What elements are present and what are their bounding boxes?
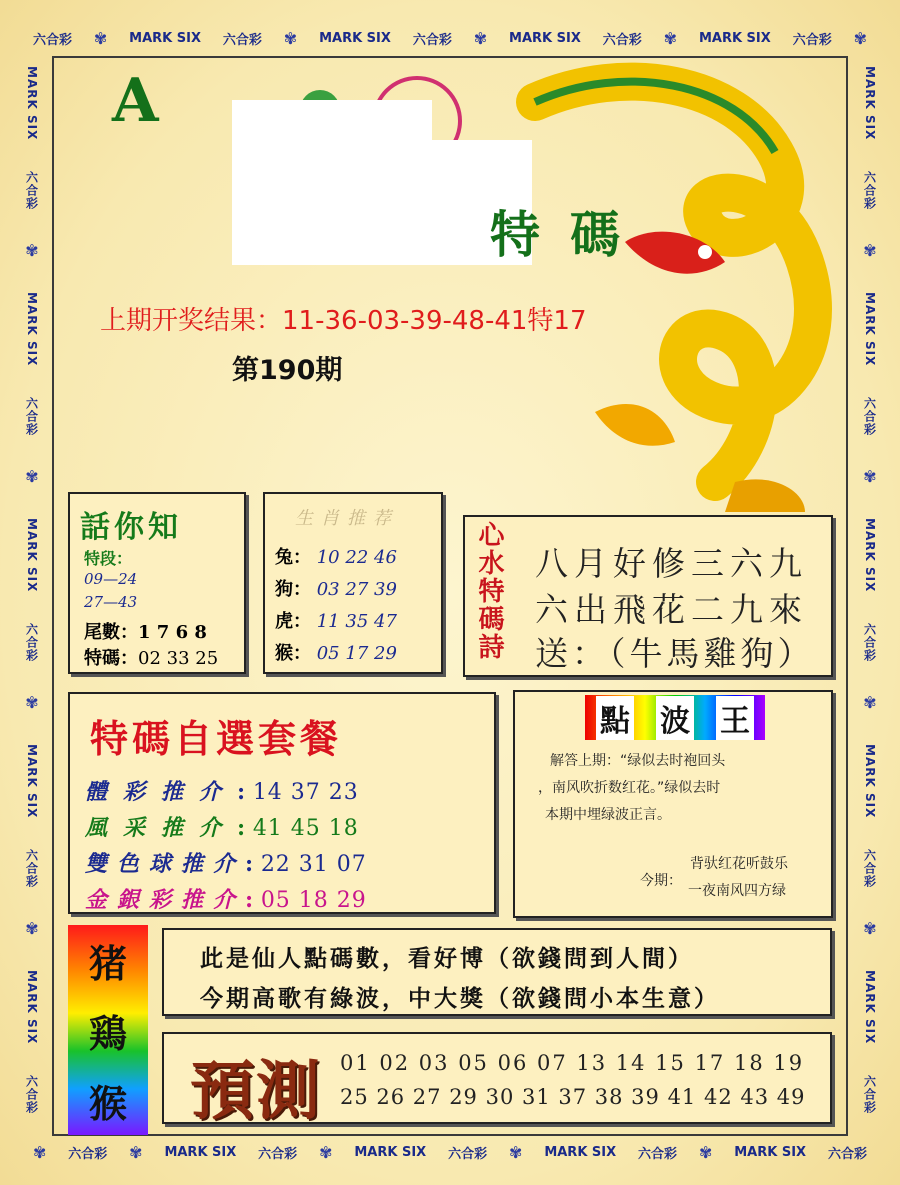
list-item xyxy=(275,574,397,606)
brand-en: MARK SIX xyxy=(863,743,877,818)
flower-icon: ✾ xyxy=(93,28,108,48)
zodiac-char: 猴 xyxy=(88,1080,127,1126)
brand-en: MARK SIX xyxy=(734,1144,807,1160)
title-character: 特 xyxy=(490,205,540,264)
brand-cn: 六合彩 xyxy=(862,623,877,663)
package-colon: : xyxy=(245,887,254,913)
package-label: 體彩推介 xyxy=(85,779,238,805)
list-item xyxy=(275,542,397,574)
zodiac-animal: 狗： xyxy=(275,579,311,600)
flower-icon: ✾ xyxy=(863,693,877,713)
brand-en: MARK SIX xyxy=(319,30,391,46)
title-character: 碼 xyxy=(570,205,620,264)
flower-icon: ✾ xyxy=(319,1142,333,1162)
flower-icon: ✾ xyxy=(25,241,39,261)
package-label: 金銀彩推介 xyxy=(85,887,246,913)
tail-row xyxy=(84,618,207,644)
zodiac-animal: 虎： xyxy=(275,611,311,632)
poem-line: 八月好修三六九 xyxy=(535,544,808,583)
brand-cn: 六合彩 xyxy=(24,849,39,889)
list-item xyxy=(275,606,397,638)
flower-icon: ✾ xyxy=(129,1142,143,1162)
package-colon: : xyxy=(245,851,254,877)
wave-last-text: 解答上期：“绿似去时袍回头 xyxy=(550,753,726,769)
flower-icon: ✾ xyxy=(25,467,39,487)
zodiac-list xyxy=(275,542,397,670)
package-colon: : xyxy=(237,779,246,805)
brand-cn: 六合彩 xyxy=(412,32,452,48)
package-label: 風采推介 xyxy=(85,815,238,841)
brand-cn: 六合彩 xyxy=(258,1146,298,1162)
brand-cn: 六合彩 xyxy=(792,32,832,48)
brand-en: MARK SIX xyxy=(25,517,39,592)
zodiac-char: 鶏 xyxy=(88,1010,127,1056)
flower-icon: ✾ xyxy=(863,241,877,261)
brand-en: MARK SIX xyxy=(25,291,39,366)
wave-now-text: 一夜南风四方绿 xyxy=(688,883,786,899)
zodiac-animal: 猴： xyxy=(275,643,311,664)
brand-cn: 六合彩 xyxy=(24,1075,39,1115)
package-label: 雙色球推介 xyxy=(85,851,246,877)
zodiac-char: 猪 xyxy=(88,940,127,986)
brand-en: MARK SIX xyxy=(698,30,771,46)
package-value: 22 31 07 xyxy=(260,852,367,877)
package-colon: : xyxy=(237,815,246,841)
brand-cn: 六合彩 xyxy=(24,171,39,211)
brand-cn: 六合彩 xyxy=(68,1146,108,1162)
last-result-label: 上期开奖结果： xyxy=(100,306,283,336)
package-row xyxy=(85,847,367,878)
wave-title-char: 點 xyxy=(596,696,634,740)
flower-icon: ✾ xyxy=(863,467,877,487)
zodiac-nums: 11 35 47 xyxy=(316,611,397,632)
brand-cn: 六合彩 xyxy=(448,1146,488,1162)
brand-cn: 六合彩 xyxy=(32,32,72,48)
zodiac-box-title: 生肖推荐 xyxy=(295,508,399,529)
slogan-line: 今期高歌有綠波，中大獎（欲錢問小本生意） xyxy=(200,985,720,1012)
brand-en: MARK SIX xyxy=(129,30,201,46)
brand-cn: 六合彩 xyxy=(638,1146,678,1162)
issue-number: 第190期 xyxy=(232,355,343,386)
flower-icon: ✾ xyxy=(473,28,488,48)
brand-en: MARK SIX xyxy=(509,30,581,46)
last-result xyxy=(100,300,587,337)
border-right xyxy=(858,50,882,1130)
tail-values: 1 7 6 8 xyxy=(138,622,207,643)
flower-icon: ✾ xyxy=(863,919,877,939)
tail-label: 尾數： xyxy=(84,622,138,643)
package-value: 41 45 18 xyxy=(252,816,359,841)
wave-title-char: 王 xyxy=(716,696,754,740)
wave-now-text: 背驮红花听鼓乐 xyxy=(690,856,788,872)
flower-icon: ✾ xyxy=(283,28,298,48)
dragon-icon xyxy=(475,62,845,512)
border-bottom xyxy=(22,1140,878,1164)
package-row xyxy=(85,883,367,914)
slogan-line: 此是仙人點碼數，看好博（欲錢問到人間） xyxy=(200,945,694,972)
flower-icon: ✾ xyxy=(25,919,39,939)
tips-box xyxy=(68,492,246,674)
brand-cn: 六合彩 xyxy=(862,849,877,889)
brand-en: MARK SIX xyxy=(25,969,39,1044)
zodiac-nums: 10 22 46 xyxy=(316,547,397,568)
segment-label: 特段： xyxy=(84,549,133,568)
brand-en: MARK SIX xyxy=(863,969,877,1044)
flower-icon: ✾ xyxy=(25,693,39,713)
prediction-title: 預測 xyxy=(190,1054,322,1129)
last-result-numbers: 11-36-03-39-48-41特17 xyxy=(282,306,587,336)
wave-title-char: 波 xyxy=(656,696,694,740)
wave-last-text: ，南风吹折数红花。”绿似去时 xyxy=(538,780,721,796)
flower-icon: ✾ xyxy=(853,28,867,48)
poem-line: 送：（牛馬雞狗） xyxy=(535,634,815,673)
special-label: 特碼： xyxy=(84,648,138,669)
flower-icon: ✾ xyxy=(663,28,678,48)
brand-en: MARK SIX xyxy=(25,65,39,140)
wave-last-text: 本期中埋绿波正言。 xyxy=(545,807,671,823)
list-item xyxy=(275,638,397,670)
tips-title: 話你知 xyxy=(80,510,182,545)
special-values: 02 33 25 xyxy=(138,648,219,669)
brand-en: MARK SIX xyxy=(863,291,877,366)
special-row xyxy=(84,644,218,670)
brand-cn: 六合彩 xyxy=(24,623,39,663)
brand-cn: 六合彩 xyxy=(862,397,877,437)
zodiac-box xyxy=(263,492,443,674)
brand-en: MARK SIX xyxy=(544,1144,617,1160)
flower-icon: ✾ xyxy=(32,1142,47,1162)
segment-range: 27—43 xyxy=(84,593,138,611)
brand-en: MARK SIX xyxy=(25,743,39,818)
brand-en: MARK SIX xyxy=(164,1144,237,1160)
brand-cn: 六合彩 xyxy=(602,32,642,48)
prediction-numbers: 01 02 03 05 06 07 13 14 15 17 18 19 xyxy=(340,1051,805,1075)
poem-line: 六出飛花二九來 xyxy=(535,590,808,629)
package-title: 特碼自選套餐 xyxy=(90,716,343,761)
brand-en: MARK SIX xyxy=(354,1144,427,1160)
border-left xyxy=(20,50,44,1130)
segment-range: 09—24 xyxy=(84,570,138,588)
brand-cn: 六合彩 xyxy=(827,1146,867,1162)
brand-en: MARK SIX xyxy=(863,517,877,592)
zodiac-column xyxy=(68,925,148,1135)
package-row xyxy=(85,775,359,806)
zodiac-nums: 05 17 29 xyxy=(316,643,397,664)
title-fragment: A xyxy=(112,66,159,136)
package-value: 05 18 29 xyxy=(260,888,367,913)
brand-cn: 六合彩 xyxy=(24,397,39,437)
blank-area xyxy=(232,100,432,265)
zodiac-nums: 03 27 39 xyxy=(316,579,397,600)
flower-icon: ✾ xyxy=(698,1142,713,1162)
zodiac-animal: 兔： xyxy=(275,547,311,568)
border-top xyxy=(22,26,878,50)
wave-title xyxy=(585,695,765,740)
poem-label: 心水特碼詩 xyxy=(474,521,504,661)
flower-icon: ✾ xyxy=(509,1142,523,1162)
package-row xyxy=(85,811,359,842)
wave-now-label: 今期： xyxy=(640,873,682,889)
brand-en: MARK SIX xyxy=(863,65,877,140)
brand-cn: 六合彩 xyxy=(862,171,877,211)
brand-cn: 六合彩 xyxy=(862,1075,877,1115)
prediction-numbers: 25 26 27 29 30 31 37 38 39 41 42 43 49 xyxy=(340,1085,806,1109)
package-value: 14 37 23 xyxy=(252,780,359,805)
brand-cn: 六合彩 xyxy=(222,32,262,48)
